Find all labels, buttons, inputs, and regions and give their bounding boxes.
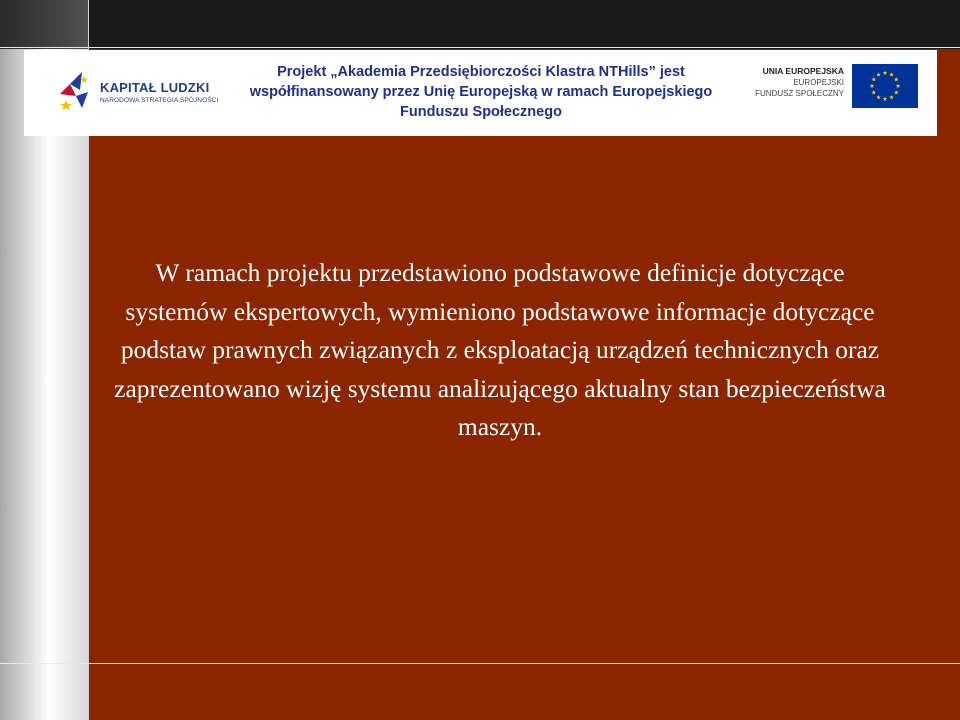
- eu-logo-text: [748, 66, 844, 99]
- kapital-ludzki-subtitle: NARODOWA STRATEGIA SPÓJNOŚCI: [100, 97, 219, 104]
- header-banner: [24, 50, 937, 136]
- top-divider-line: [0, 47, 960, 48]
- kapital-ludzki-title: KAPITAŁ LUDZKI: [100, 80, 210, 95]
- eu-logo-line3: FUNDUSZ SPOŁECZNY: [755, 89, 844, 98]
- top-left-corner: [0, 0, 88, 49]
- kapital-ludzki-logo: [52, 60, 242, 126]
- eu-logo-line2: EUROPEJSKI: [793, 78, 844, 87]
- kapital-ludzki-logo-icon: [52, 66, 96, 114]
- eu-efs-logo: [748, 60, 920, 126]
- slide-body-text: W ramach projektu przedstawiono podstawowe definicje dotyczące systemów ekspertowych, wymieniono podstawowe informacje dotyczące podstaw prawnych związanych z eksploatacją urządzeń technicznych oraz zaprezentowano wizję systemu analizującego aktualny stan bezpieczeństwa maszyn.: [114, 258, 886, 441]
- bottom-divider-line: [0, 663, 960, 664]
- eu-flag-icon: [852, 64, 918, 108]
- top-dark-band: [88, 0, 960, 49]
- project-funding-text: Projekt „Akademia Przedsiębiorczości Klastra NTHills” jest współfinansowany przez Unię Europejską w ramach Europejskiego Funduszu Społecznego: [249, 64, 713, 120]
- eu-logo-line1: UNIA EUROPEJSKA: [762, 66, 844, 76]
